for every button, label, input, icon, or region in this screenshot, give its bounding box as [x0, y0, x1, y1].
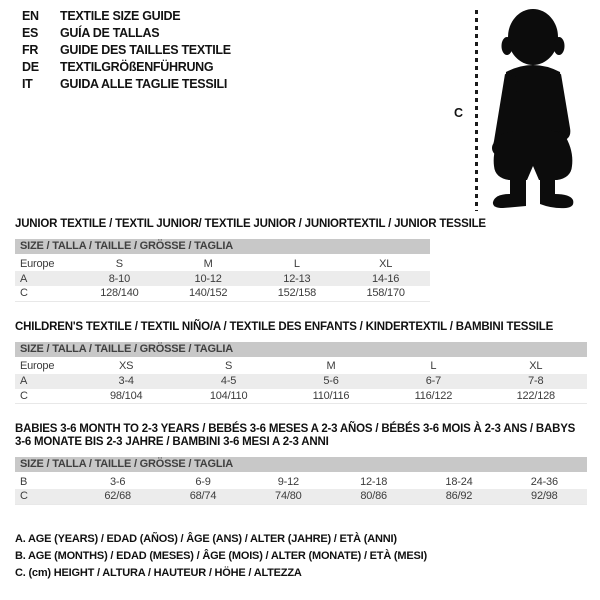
lang-row-fr [22, 43, 231, 60]
lang-code: ES [22, 26, 39, 40]
size-cell: 5-6 [323, 375, 339, 387]
lang-code: DE [22, 60, 39, 74]
size-cell: L [430, 360, 437, 372]
size-cell: 86/92 [445, 490, 473, 503]
size-cell: 116/122 [414, 389, 453, 402]
lang-title: GUIDA ALLE TAGLIE TESSILI [60, 77, 228, 91]
lang-row-de [22, 60, 231, 77]
section-junior-textile [15, 218, 587, 302]
size-cell: 9-12 [277, 475, 299, 488]
row-label: C [20, 490, 28, 503]
size-cell: 110/116 [312, 389, 350, 402]
size-cell: M [203, 257, 213, 270]
footnote-height: C. (cm) HEIGHT / ALTURA / HAUTEUR / HÖHE / ALTEZZA [15, 566, 302, 579]
size-header-bar: SIZE / TALLA / TAILLE / GRÖSSE / TAGLIA [15, 239, 430, 254]
size-header-bar: SIZE / TALLA / TAILLE / GRÖSSE / TAGLIA [15, 342, 587, 357]
size-cell: XS [119, 360, 134, 372]
size-cell: 6-7 [425, 375, 442, 387]
babies-size-table [15, 474, 587, 505]
size-cell: S [225, 360, 233, 372]
size-cell: 92/98 [531, 490, 558, 503]
table-row [15, 474, 587, 489]
lang-code: FR [22, 43, 39, 57]
lang-code: IT [22, 77, 33, 91]
children-size-table [15, 359, 587, 405]
table-row [15, 256, 430, 271]
size-cell: 98/104 [109, 389, 143, 402]
lang-row-it [22, 77, 231, 94]
footnote-age-years: A. AGE (YEARS) / EDAD (AÑOS) / ÂGE (ANS) / ALTER (JAHRE) / ETÀ (ANNI) [15, 532, 397, 545]
size-cell: 152/158 [277, 287, 317, 300]
size-cell: 68/74 [189, 490, 217, 503]
language-header [22, 9, 231, 94]
section-childrens-textile [15, 321, 587, 405]
size-cell: 80/86 [360, 490, 387, 503]
size-cell: S [115, 257, 123, 270]
section-title: BABIES 3-6 MONTH TO 2-3 YEARS / BEBÉS 3-6 MESES A 2-3 AÑOS / BÉBÉS 3-6 MOIS À 2-3 ANS / BABYS 3-6 MONATE BIS 2-3 JAHRE / BAMBINI 3-6 MESI A 2-3 ANNI [15, 423, 576, 448]
size-cell: 74/80 [275, 490, 302, 503]
section-title: CHILDREN'S TEXTILE / TEXTIL NIÑO/A / TEXTILE DES ENFANTS / KINDERTEXTIL / BAMBINI TESSILE [15, 320, 554, 333]
size-cell: XL [379, 257, 393, 270]
row-label: Europe [20, 360, 55, 372]
size-cell: 6-9 [195, 475, 211, 488]
size-cell: 18-24 [445, 475, 473, 488]
junior-size-table [15, 256, 430, 302]
table-row [15, 389, 587, 404]
row-label: A [20, 272, 28, 285]
footnotes [15, 531, 587, 582]
size-cell: 8-10 [108, 272, 130, 285]
size-cell: 158/170 [366, 287, 405, 300]
size-cell: 62/68 [104, 490, 131, 503]
section-title: JUNIOR TEXTILE / TEXTIL JUNIOR/ TEXTILE JUNIOR / JUNIORTEXTIL / JUNIOR TESSILE [15, 218, 486, 230]
lang-title: TEXTILE SIZE GUIDE [60, 9, 181, 23]
table-row [15, 489, 587, 504]
size-cell: 104/110 [209, 389, 248, 402]
row-label: Europe [20, 257, 55, 270]
size-cell: 122/128 [516, 389, 555, 402]
size-cell: 12-13 [283, 272, 311, 285]
size-cell: 24-36 [530, 475, 558, 488]
lang-code: EN [22, 9, 39, 23]
size-cell: 128/140 [100, 287, 139, 300]
size-cell: 3-6 [110, 475, 126, 488]
section-babies-textile [15, 423, 587, 505]
size-cell: M [326, 360, 336, 372]
table-row [15, 374, 587, 389]
lang-title: GUÍA DE TALLAS [60, 26, 160, 40]
row-label: A [20, 375, 28, 387]
lang-row-es [22, 26, 231, 43]
table-row [15, 359, 587, 374]
size-header-bar: SIZE / TALLA / TAILLE / GRÖSSE / TAGLIA [15, 457, 587, 472]
toddler-silhouette-icon [485, 8, 581, 212]
measurement-figure [445, 6, 595, 216]
row-label: C [20, 287, 28, 300]
size-tables [15, 218, 587, 582]
size-cell: 10-12 [194, 272, 222, 285]
size-cell: L [293, 257, 300, 270]
lang-row-en [22, 9, 231, 26]
size-cell: 7-8 [528, 375, 544, 387]
size-cell: 14-16 [372, 272, 400, 285]
height-measure-label: C [454, 106, 464, 120]
size-cell: 4-5 [220, 375, 237, 387]
footnote-age-months: B. AGE (MONTHS) / EDAD (MESES) / ÂGE (MOIS) / ALTER (MONATE) / ETÀ (MESI) [15, 549, 427, 562]
row-label: C [20, 389, 28, 402]
lang-title: TEXTILGRÖßENFÜHRUNG [60, 60, 214, 74]
row-label: B [20, 475, 28, 488]
size-cell: 140/152 [188, 287, 228, 300]
table-row [15, 271, 430, 286]
size-cell: 3-4 [118, 375, 134, 387]
lang-title: GUIDE DES TAILLES TEXTILE [60, 43, 231, 57]
table-row [15, 286, 430, 301]
size-cell: 12-18 [360, 475, 388, 488]
height-dashed-line [475, 10, 478, 211]
size-cell: XL [529, 360, 543, 372]
